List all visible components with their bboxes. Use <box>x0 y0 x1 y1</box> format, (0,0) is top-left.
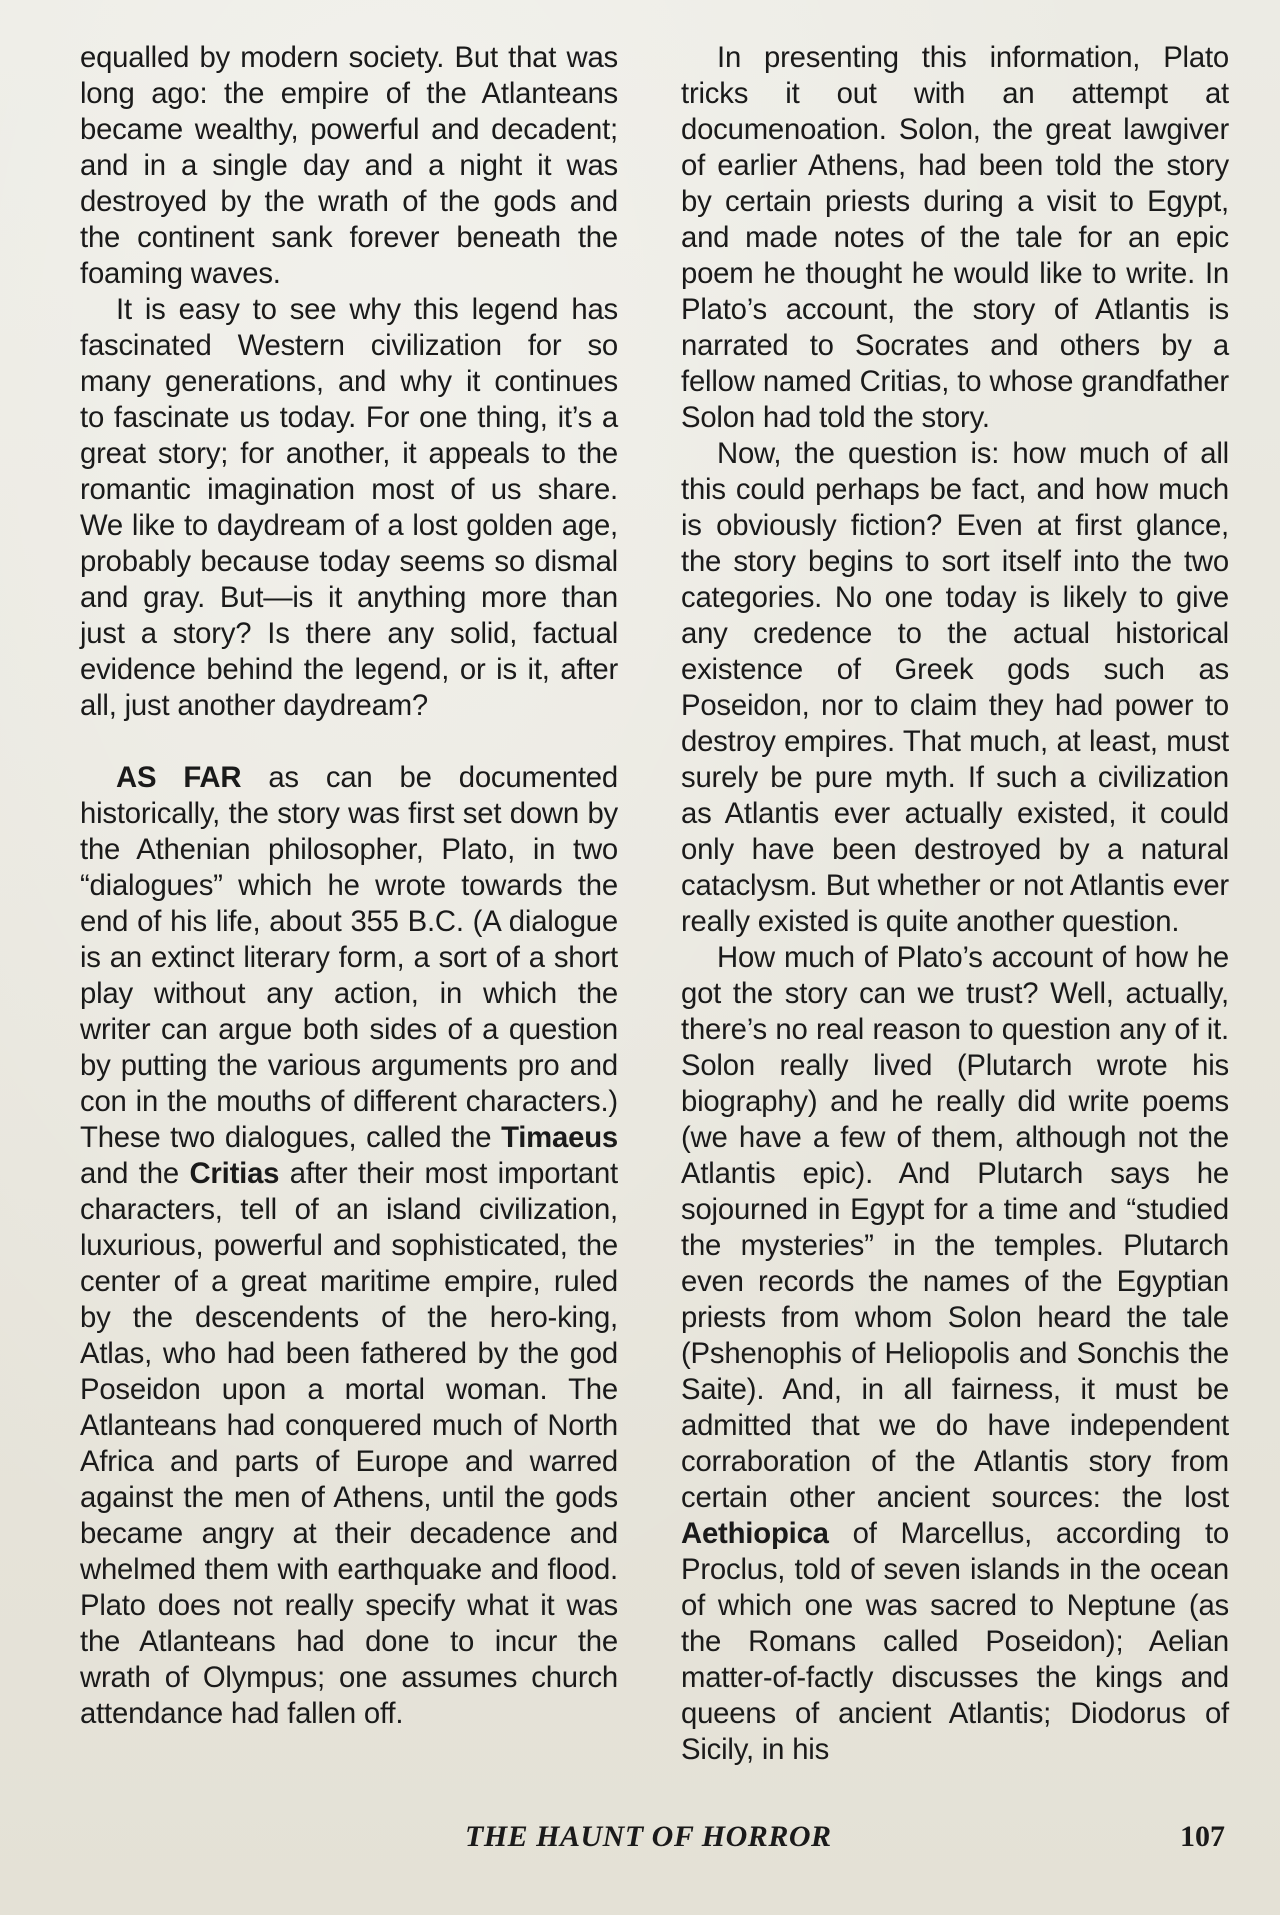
left-paragraph-3 <box>80 760 618 1732</box>
section-lead-in: AS FAR <box>116 761 242 794</box>
right-paragraph-3 <box>681 940 1229 1768</box>
right-p3-text-b: of Marcellus, according to Proclus, told of seven islands in the ocean of which one was sacred to Neptune (as the Romans called Poseidon); Aelian matter-of-factly discusses the kings and queens of ancient Atlantis; Diodorus of Sicily, in his <box>681 1517 1229 1766</box>
left-p3-text-b: and the <box>80 1157 190 1190</box>
right-paragraph-2: Now, the question is: how much of all this could perhaps be fact, and how much is obviously fiction? Even at first glance, the story begins to sort itself into the two categories. No one today is likely to give any credence to the actual historical existence of Greek gods such as Poseidon, nor to claim they had power to destroy empires. That much, at least, must surely be pure myth. If such a civilization as Atlantis ever actually existed, it could only have been destroyed by a natural cataclysm. But whether or not Atlantis ever really existed is quite another question. <box>681 437 1229 938</box>
left-column <box>80 40 618 1732</box>
right-p3-text-a: How much of Plato’s account of how he got the story can we trust? Well, actually, there’s no real reason to question any of it. Solon really lived (Plutarch wrote his biography) and he really did write poems (we have a few of them, although not the Atlantis epic). And Plutarch says he sojourned in Egypt for a time and “studied the mysteries” in the temples. Plutarch even records the names of the Egyptian priests from whom Solon heard the tale (Pshenophis of Heliopolis and Sonchis the Saite). And, in all fairness, it must be admitted that we do have independent corraboration of the Atlantis story from certain other ancient sources: the lost <box>681 941 1229 1514</box>
left-paragraph-2: It is easy to see why this legend has fascinated Western civilization for so many generations, and why it continues to fascinate us today. For one thing, it’s a great story; for another, it appeals to the romantic imagination most of us share. We like to daydream of a lost golden age, probably because today seems so dismal and gray. But—is it anything more than just a story? Is there any solid, factual evidence behind the legend, or is it, after all, just another daydream? <box>80 293 618 722</box>
title-critias: Critias <box>189 1157 280 1190</box>
page-number: 107 <box>1180 1820 1225 1853</box>
title-timaeus: Timaeus <box>501 1121 618 1154</box>
title-aethiopica: Aethiopica <box>681 1517 829 1550</box>
magazine-title: THE HAUNT OF HORROR <box>465 1820 832 1853</box>
left-paragraph-1: equalled by modern society. But that was long ago: the empire of the Atlanteans became wealthy, powerful and decadent; and in a single day and a night it was destroyed by the wrath of the gods and the continent sank forever beneath the foaming waves. <box>80 41 618 290</box>
left-p3-text-c: after their most important characters, tell of an island civilization, luxurious, powerful and sophisticated, the center of a great maritime empire, ruled by the descendents of the hero-king, Atlas, who had been fathered by the god Poseidon upon a mortal woman. The Atlanteans had conquered much of North Africa and parts of Europe and warred against the men of Athens, until the gods became angry at their decadence and whelmed them with earthquake and flood. Plato does not really specify what it was the Atlanteans had done to incur the wrath of Olympus; one assumes church attendance had fallen off. <box>80 1157 618 1730</box>
right-column <box>681 40 1229 1768</box>
right-paragraph-1: In presenting this information, Plato tricks it out with an attempt at documenoation. Solon, the great lawgiver of earlier Athens, had been told the story by certain priests during a visit to Egypt, and made notes of the tale for an epic poem he thought he would like to write. In Plato’s account, the story of Atlantis is narrated to Socrates and others by a fellow named Critias, to whose grandfather Solon had told the story. <box>681 41 1229 434</box>
left-p3-text-a: as can be documented historically, the story was first set down by the Athenian philosopher, Plato, in two “dialogues” which he wrote towards the end of his life, about 355 B.C. (A dialogue is an extinct literary form, a sort of a short play without any action, in which the writer can argue both sides of a question by putting the various arguments pro and con in the mouths of different characters.) These two dialogues, called the <box>80 761 618 1154</box>
page-footer <box>0 1820 1280 1860</box>
